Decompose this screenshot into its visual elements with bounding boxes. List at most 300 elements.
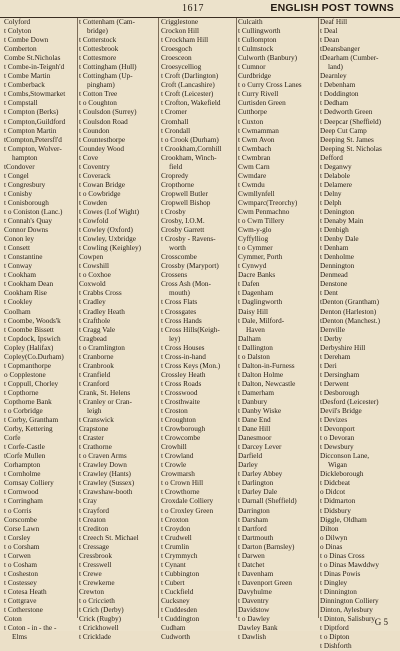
- town-entry: t Crawshaw-booth: [79, 488, 133, 497]
- town-entry: t Colyton: [4, 27, 32, 36]
- town-entry: t Congresbury: [4, 180, 46, 189]
- town-entry: t Dane Hill: [238, 425, 271, 434]
- town-entry: Crick (Rugby): [79, 615, 122, 624]
- town-entry: t Crowthorne: [161, 488, 200, 497]
- town-entry: Dicconson Lane,: [320, 452, 370, 461]
- town-entry: t Coundon: [79, 126, 110, 135]
- column-divider: [236, 18, 237, 618]
- town-entry: t Darsham: [238, 515, 268, 524]
- town-entry: t Corsley: [4, 533, 31, 542]
- town-entry: t Cranford: [79, 379, 109, 388]
- town-entry: Crewton: [79, 587, 104, 596]
- town-entry: t Coppull, Chorley: [4, 379, 59, 388]
- town-entry: Coundey Wood: [79, 144, 124, 153]
- town-entry: t Cottgrave: [4, 597, 37, 605]
- column-3: [161, 18, 235, 642]
- town-entry: t Dinnington: [320, 587, 357, 596]
- town-entry: t Crathorne: [79, 443, 112, 452]
- page-number: 1617: [182, 3, 204, 14]
- town-entry: t Cotton Tree: [79, 90, 118, 99]
- town-entry: t o Devoran: [320, 434, 355, 443]
- town-entry: t Daventry: [238, 597, 269, 605]
- town-entry: bridge): [87, 27, 108, 36]
- town-entry: t Cowfold: [79, 217, 109, 226]
- town-entry: Copley (Halifax): [4, 343, 54, 352]
- town-entry: t Connah's Quay: [4, 217, 53, 226]
- town-entry: t o Corbridge: [4, 407, 43, 416]
- town-entry: t Dedham: [320, 99, 349, 108]
- town-entry: t Dinas Powis: [320, 569, 361, 578]
- town-entry: tCompton,Petersfl'd: [4, 135, 62, 144]
- town-entry: t Cradley: [79, 298, 106, 307]
- town-entry: t Dagenham: [238, 289, 274, 298]
- town-entry: Crossley Heath: [161, 370, 206, 379]
- town-entry: Conon ley: [4, 235, 35, 244]
- town-entry: t Cross Hands: [161, 316, 202, 325]
- town-entry: t Denham: [320, 244, 349, 253]
- town-entry: t o Craven Arms: [79, 452, 127, 461]
- town-entry: t Danby Wiske: [238, 407, 282, 416]
- town-entry: Deaf Hill: [320, 18, 348, 26]
- town-entry: t Combe Down: [4, 36, 49, 45]
- town-entry: Davidstow: [238, 606, 270, 615]
- town-entry: t Cwmdu: [238, 180, 265, 189]
- town-entry: t Davenport Green: [238, 578, 292, 587]
- town-entry: t Crondall: [161, 126, 191, 135]
- town-entry: Deeping St. Nicholas: [320, 144, 382, 153]
- town-entry: t Cottesmore: [79, 54, 117, 63]
- town-entry: Diggle, Oldham: [320, 515, 367, 524]
- town-entry: t Crayford: [79, 506, 109, 515]
- town-entry: t Denaby Main: [320, 217, 364, 226]
- town-entry: Croesgoch: [161, 45, 193, 54]
- town-entry: t Cranley or Cran-: [79, 397, 132, 406]
- town-entry: t o Cosham: [4, 560, 38, 569]
- town-entry: Deeping St. James: [320, 135, 374, 144]
- town-entry: t Combs,Stowmarket: [4, 90, 66, 99]
- town-entry: t Darley Dale: [238, 488, 278, 497]
- town-entry: worth: [169, 244, 186, 253]
- town-entry: t o Crown Hill: [161, 479, 204, 488]
- town-entry: t Darlington: [238, 479, 274, 488]
- town-entry: t Cowley, Uxbridge: [79, 235, 136, 244]
- column-1: [4, 18, 76, 642]
- town-entry: t Cranfield: [79, 370, 111, 379]
- town-entry: tCondover: [4, 162, 35, 171]
- town-entry: t Didsbury: [320, 506, 351, 515]
- town-entry: Darley: [238, 461, 258, 470]
- town-entry: t Corringham: [4, 497, 43, 506]
- town-entry: t Cowan Bridge: [79, 180, 125, 189]
- town-entry: o Didcot: [320, 488, 346, 497]
- town-entry: t Cross Roads: [161, 379, 202, 388]
- town-entry: t o Dinas Mawddwy: [320, 560, 380, 569]
- town-entry: t Cotherstone: [4, 606, 43, 615]
- town-entry: t Cookham: [4, 271, 37, 280]
- town-entry: Derbyshire Hill: [320, 343, 366, 352]
- town-entry: t Dereham: [320, 352, 351, 361]
- town-entry: t Cradley Heath: [79, 307, 125, 316]
- town-entry: Cragbead: [79, 334, 107, 343]
- town-entry: t Coventry: [79, 162, 110, 171]
- town-entry: t Deepcar (Sheffield): [320, 117, 382, 126]
- town-entry: t Dartmouth: [238, 533, 274, 542]
- column-5: [320, 18, 398, 651]
- town-entry: t o Coxhoe: [79, 271, 111, 280]
- town-entry: t o Curry Cross Lanes: [238, 81, 302, 90]
- town-entry: Danesmoor: [238, 434, 272, 443]
- town-entry: Dinton, Aylesbury: [320, 606, 373, 615]
- town-entry: t Cowes (I.of Wight): [79, 207, 139, 216]
- column-divider: [77, 18, 78, 618]
- town-entry: Cwm Penmachno: [238, 207, 290, 216]
- town-entry: t Cottingham (Hull): [79, 63, 137, 72]
- town-entry: t Darley Abbey: [238, 470, 283, 479]
- town-entry: t Crabbs Cross: [79, 289, 122, 298]
- town-entry: Crockon Hill: [161, 27, 200, 36]
- town-entry: Elms: [12, 633, 27, 642]
- town-entry: t Congel: [4, 171, 29, 180]
- town-entry: t Craster: [79, 434, 104, 443]
- town-entry: t Dane End: [238, 416, 271, 425]
- town-entry: t Coulsdon (Surrey): [79, 108, 137, 117]
- town-entry: t Dallington: [238, 343, 273, 352]
- town-entry: Connor Downs: [4, 226, 49, 235]
- town-entry: t Denholme: [320, 253, 355, 262]
- town-entry: Wigan: [328, 461, 348, 470]
- town-entry: t Darnall (Sheffield): [238, 497, 297, 506]
- town-entry: t Damerham: [238, 388, 275, 397]
- town-entry: Corfe: [4, 434, 21, 443]
- town-entry: Combe St.Nicholas: [4, 54, 61, 63]
- town-entry: land): [328, 63, 343, 72]
- town-entry: pingham): [87, 81, 115, 90]
- town-entry: Coton: [4, 615, 22, 624]
- town-entry: Cowpen: [79, 253, 104, 262]
- town-entry: t Conisby: [4, 189, 32, 198]
- town-entry: t Dalton-in-Furness: [238, 361, 295, 370]
- town-entry: Dilton: [320, 524, 339, 533]
- town-entry: t Cosheston: [4, 569, 39, 578]
- town-entry: t Coton - in - the -: [4, 624, 57, 633]
- town-entry: t Crossgates: [161, 307, 197, 316]
- town-entry: t Cotterstock: [79, 36, 117, 45]
- town-entry: t Diptford: [320, 624, 349, 633]
- town-entry: Dearnley: [320, 72, 347, 81]
- town-entry: t Dersingham: [320, 370, 360, 379]
- town-entry: t Crosthwaite: [161, 397, 200, 406]
- town-entry: o Dilwyn: [320, 533, 348, 542]
- town-entry: t Cubert: [161, 578, 185, 587]
- town-entry: t Crich (Derby): [79, 606, 124, 615]
- town-entry: t Dalton, Newcastle: [238, 379, 296, 388]
- town-entry: Cudworth: [161, 633, 190, 642]
- town-entry: Dinnington Colliery: [320, 597, 379, 605]
- town-entry: Culworth (Banbury): [238, 54, 297, 63]
- town-entry: t Copdock, Ipswich: [4, 334, 61, 343]
- town-entry: t Cranswick: [79, 416, 114, 425]
- town-entry: t Cwm Avon: [238, 135, 275, 144]
- town-entry: t o Cowbridge: [79, 189, 121, 198]
- town-entry: o Dinas: [320, 542, 343, 551]
- town-entry: Dawley Bank: [238, 624, 278, 633]
- town-entry: t Dinton, Salisbury: [320, 615, 375, 624]
- town-entry: t Cowling (Keighley): [79, 244, 142, 253]
- town-entry: Cookham Rise: [4, 289, 47, 298]
- town-entry: t Cray: [79, 497, 97, 506]
- town-entry: t Doddington: [320, 90, 359, 99]
- town-entry: t Cuxton: [238, 117, 264, 126]
- town-entry: t Compton, Wolver-: [4, 144, 62, 153]
- town-entry: t Didmarton: [320, 497, 356, 506]
- town-entry: t Crosby - Ravens-: [161, 235, 216, 244]
- town-entry: t Cressage: [79, 542, 109, 551]
- town-entry: t o Dinas Cross: [320, 551, 365, 560]
- town-entry: tDenton (Grantham): [320, 298, 379, 307]
- town-entry: t Dedworth Green: [320, 108, 373, 117]
- town-entry: Cropthorne: [161, 180, 195, 189]
- town-entry: Devil's Bridge: [320, 407, 362, 416]
- town-entry: t Compstall: [4, 99, 38, 108]
- town-entry: tDesford (Leicester): [320, 397, 379, 406]
- town-entry: Corby, Kettering: [4, 425, 53, 434]
- town-entry: Cwm-y-glo: [238, 226, 272, 235]
- town-entry: Croxdale Colliery: [161, 497, 214, 506]
- town-entry: t o Corsham: [4, 542, 40, 551]
- town-entry: t o Criccieth: [79, 597, 115, 605]
- town-entry: tCorfe Mullen: [4, 452, 46, 461]
- town-entry: Croesceon: [161, 54, 192, 63]
- town-entry: t Coverack: [79, 171, 111, 180]
- town-entry: t Coulsdon Road: [79, 117, 128, 126]
- town-entry: t Crowland: [161, 452, 194, 461]
- town-entry: t Cwmamman: [238, 126, 279, 135]
- town-entry: Cwm Carn: [238, 162, 270, 171]
- town-entry: Cymmer, Porth: [238, 253, 283, 262]
- town-entry: t Cross-in-hand: [161, 352, 206, 361]
- town-entry: t Croft (Darlington): [161, 72, 219, 81]
- town-entry: t Crosby: [161, 207, 186, 216]
- town-entry: t Cottesbrook: [79, 45, 119, 54]
- town-entry: tDeansbanger: [320, 45, 360, 54]
- town-entry: Dennington: [320, 262, 355, 271]
- town-entry: Davyhulme: [238, 587, 272, 596]
- town-entry: Colyford: [4, 18, 31, 26]
- column-2: [79, 18, 156, 642]
- town-entry: t Constantine: [4, 253, 43, 262]
- town-entry: t o Crook (Durham): [161, 135, 219, 144]
- town-entry: t Cricklade: [79, 633, 112, 642]
- town-entry: t Didcbeat: [320, 479, 350, 488]
- town-entry: Crosscombe: [161, 253, 197, 262]
- town-entry: Cressbrook: [79, 551, 113, 560]
- town-entry: t Crofton, Wakefield: [161, 99, 221, 108]
- town-entry: t Cookley: [4, 298, 33, 307]
- town-entry: Dickleborough: [320, 470, 364, 479]
- town-entry: t Cross Keys (Mon.): [161, 361, 221, 370]
- town-entry: t Deri: [320, 361, 337, 370]
- town-entry: t Cottingham (Up-: [79, 72, 133, 81]
- town-entry: t Cross Houses: [161, 343, 205, 352]
- town-entry: t Crewe: [79, 569, 102, 578]
- town-entry: t Compton (Berks): [4, 108, 59, 117]
- column-divider: [158, 18, 159, 618]
- town-entry: t Creech St. Michael: [79, 533, 139, 542]
- town-entry: Daisy Hill: [238, 307, 269, 316]
- town-entry: Crosby, I.O.M.: [161, 217, 205, 226]
- town-entry: t Countesthorpe: [79, 135, 126, 144]
- town-entry: t o Cwm Tillery: [238, 217, 285, 226]
- town-entry: Comberton: [4, 45, 37, 54]
- town-entry: t Cromer: [161, 108, 187, 117]
- town-entry: t Denby Dale: [320, 235, 359, 244]
- town-entry: Defford: [320, 153, 343, 162]
- town-entry: Denville: [320, 325, 345, 334]
- town-entry: t Dishforth: [320, 642, 352, 651]
- town-entry: t Dalton Holme: [238, 370, 284, 379]
- town-entry: t Crookham,Cornhill: [161, 144, 222, 153]
- town-entry: leigh: [87, 407, 102, 416]
- town-entry: t Corby, Grantham: [4, 416, 59, 425]
- town-entry: Cropwell Bishop: [161, 198, 211, 207]
- town-entry: t Cookham Dean: [4, 280, 54, 289]
- town-entry: t Devonport: [320, 425, 355, 434]
- town-entry: t Combe Martin: [4, 72, 51, 81]
- town-entry: t Derby: [320, 334, 342, 343]
- town-entry: t Dale, Milford-: [238, 316, 285, 325]
- town-entry: t Cranborne: [79, 352, 114, 361]
- column-4: [238, 18, 317, 642]
- town-entry: Cutthorpe: [238, 108, 267, 117]
- town-entry: t Crickhowell: [79, 624, 119, 633]
- signature-mark: G 5: [374, 617, 388, 627]
- town-entry: t Croston: [161, 407, 188, 416]
- town-entry: ley): [169, 334, 181, 343]
- town-entry: t o Dipton: [320, 633, 350, 642]
- town-entry: t Coombe, Woods'k: [4, 316, 61, 325]
- town-entry: t Culmstock: [238, 45, 274, 54]
- town-entry: t Davenham: [238, 569, 274, 578]
- town-entry: Cwmparc(Treorchy): [238, 198, 298, 207]
- town-entry: t Combe-in-Teignh'd: [4, 63, 65, 72]
- town-entry: t Darton (Barnsley): [238, 542, 295, 551]
- town-entry: t Danbury: [238, 397, 268, 406]
- town-entry: t Crediton: [79, 524, 109, 533]
- town-entry: t Desborough: [320, 388, 360, 397]
- town-entry: t o Coughton: [79, 99, 117, 108]
- town-entry: Crookham, Winch-: [161, 153, 217, 162]
- town-entry: Dacre Banks: [238, 271, 276, 280]
- town-entry: t Crymmych: [161, 551, 198, 560]
- town-entry: t Cumnor: [238, 63, 266, 72]
- town-entry: t Consett: [4, 244, 30, 253]
- town-entry: Culcaith: [238, 18, 263, 26]
- town-entry: Crigglestone: [161, 18, 199, 26]
- town-entry: t Creaton: [79, 515, 106, 524]
- town-entry: t Delabole: [320, 171, 350, 180]
- town-entry: Crosby Garrett: [161, 226, 205, 235]
- town-entry: Denstone: [320, 280, 348, 289]
- town-entry: Corscombe: [4, 515, 38, 524]
- town-entry: t Cornwood: [4, 488, 39, 497]
- town-entry: t Dartford: [238, 524, 267, 533]
- town-entry: t Deal: [320, 27, 338, 36]
- town-entry: t Devizes: [320, 416, 348, 425]
- town-entry: t Delny: [320, 189, 342, 198]
- town-entry: t Crudwell: [161, 533, 192, 542]
- town-entry: t Crafthole: [79, 316, 111, 325]
- town-entry: t Cwmbran: [238, 153, 271, 162]
- town-entry: t Dent: [320, 289, 338, 298]
- town-entry: Cornsay Colliery: [4, 479, 54, 488]
- town-entry: Crank, St. Helens: [79, 388, 131, 397]
- town-entry: Cwmdare: [238, 171, 267, 180]
- town-entry: t Denington: [320, 207, 355, 216]
- town-entry: Denton (Harleston): [320, 307, 377, 316]
- town-entry: t Croxton: [161, 515, 189, 524]
- town-entry: t Crosswood: [161, 388, 198, 397]
- town-entry: Corse Lawn: [4, 524, 40, 533]
- town-entry: field: [169, 162, 183, 171]
- town-entry: Coolham: [4, 307, 31, 316]
- town-entry: t Dingley: [320, 578, 348, 587]
- town-entry: t Conisborough: [4, 198, 49, 207]
- town-entry: Copthorne Bank: [4, 397, 52, 406]
- town-entry: t o Cymmer: [238, 244, 273, 253]
- town-entry: t Corfe-Castle: [4, 443, 45, 452]
- town-entry: t Compton,Guildford: [4, 117, 66, 126]
- town-entry: t Dewsbury: [320, 443, 354, 452]
- town-entry: t Cowley (Oxford): [79, 226, 133, 235]
- town-entry: t Cullingworth: [238, 27, 281, 36]
- town-entry: t Cragg Vale: [79, 325, 116, 334]
- town-entry: t Cuckfield: [161, 587, 194, 596]
- town-entry: t o Cramlington: [79, 343, 125, 352]
- town-entry: t Cynant: [161, 560, 186, 569]
- town-entry: t Croughton: [161, 416, 196, 425]
- town-entry: Cropredy: [161, 171, 189, 180]
- town-entry: mouth): [169, 289, 190, 298]
- town-entry: t Crowborough: [161, 425, 206, 434]
- town-entry: tDearham (Cumber-: [320, 54, 379, 63]
- town-entry: Copley(Co.Durham): [4, 352, 64, 361]
- town-entry: t Crowcombe: [161, 434, 201, 443]
- town-entry: Croesycelliog: [161, 63, 202, 72]
- town-entry: t o Coniston (Lanc.): [4, 207, 63, 216]
- town-entry: t Crewkerne: [79, 578, 115, 587]
- town-entry: Crapstone: [79, 425, 109, 434]
- town-entry: t Comberback: [4, 81, 45, 90]
- town-entry: t Coombe Bissett: [4, 325, 54, 334]
- town-entry: t Delph: [320, 198, 342, 207]
- town-entry: Crossby (Maryport): [161, 262, 219, 271]
- town-entry: t Crawley (Sussex): [79, 479, 135, 488]
- town-entry: Denmead: [320, 271, 348, 280]
- town-entry: t Daglingworth: [238, 298, 283, 307]
- town-entry: t Cwmbach: [238, 144, 272, 153]
- town-entry: Coxwold: [79, 280, 106, 289]
- town-entry: t Cross Flats: [161, 298, 198, 307]
- town-entry: t Crowle: [161, 461, 187, 470]
- town-entry: t Debenham: [320, 81, 356, 90]
- town-entry: t Cotesa Heath: [4, 587, 47, 596]
- town-entry: Cucksney: [161, 597, 190, 605]
- town-entry: t Conway: [4, 262, 32, 271]
- town-entry: t Cottenham (Cam-: [79, 18, 135, 26]
- town-entry: Dalham: [238, 334, 261, 343]
- town-entry: Cwmllynfell: [238, 189, 275, 198]
- town-entry: Haven: [246, 325, 265, 334]
